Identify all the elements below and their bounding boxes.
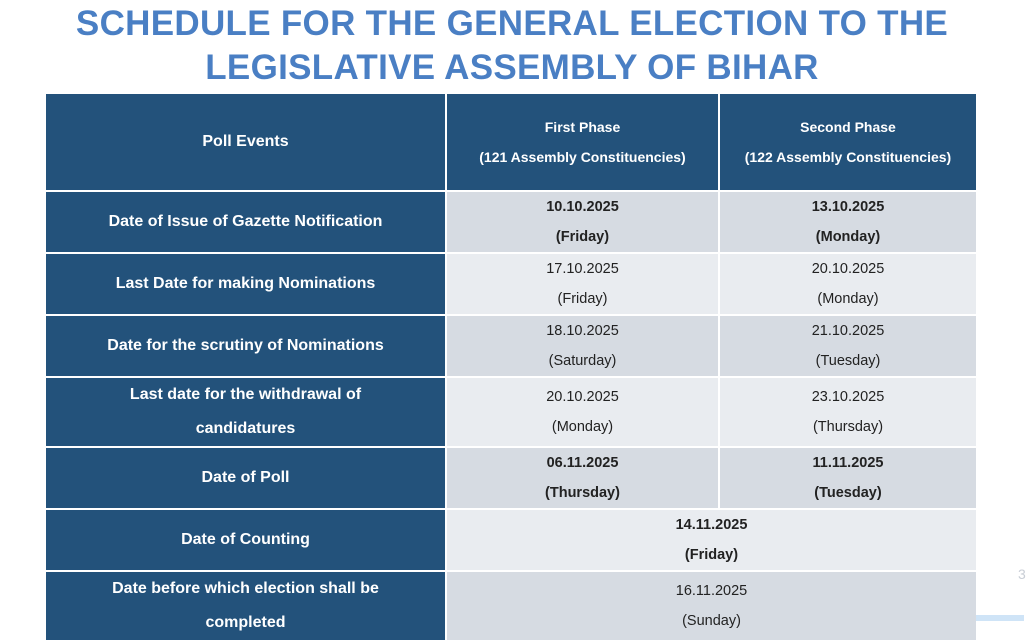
day-value: (Monday)	[817, 291, 879, 307]
first-phase-title: First Phase	[544, 119, 621, 135]
phase2-poll-cell	[719, 447, 977, 509]
table-row	[45, 447, 977, 509]
day-value: (Sunday)	[682, 613, 741, 629]
day-value: (Tuesday)	[814, 485, 882, 501]
date-value: 16.11.2025	[675, 583, 748, 599]
phase1-withdrawal-cell	[446, 377, 719, 447]
event-line-1: Last date for the withdrawal of	[129, 386, 362, 403]
table-row	[45, 315, 977, 377]
event-election-completion	[45, 571, 446, 641]
table-row	[45, 253, 977, 315]
event-gazette-notification: Date of Issue of Gazette Notification	[45, 191, 446, 253]
date-value: 13.10.2025	[811, 199, 885, 215]
title-line-2: LEGISLATIVE ASSEMBLY OF BIHAR	[205, 48, 819, 87]
date-value: 20.10.2025	[546, 389, 619, 405]
event-line-1: Date before which election shall be	[112, 580, 379, 597]
day-value: (Tuesday)	[815, 353, 881, 369]
date-value: 10.10.2025	[546, 199, 619, 215]
event-last-date-nominations: Last Date for making Nominations	[45, 253, 446, 315]
event-date-of-counting: Date of Counting	[45, 509, 446, 571]
header-second-phase	[719, 93, 977, 191]
event-line-2: completed	[205, 614, 286, 631]
date-value: 18.10.2025	[546, 323, 619, 339]
phase1-nominations-cell	[446, 253, 719, 315]
first-phase-subtitle: (121 Assembly Constituencies)	[479, 149, 686, 165]
day-value: (Saturday)	[548, 353, 617, 369]
header-poll-events: Poll Events	[45, 93, 446, 191]
date-value: 14.11.2025	[675, 517, 748, 533]
day-value: (Monday)	[815, 229, 881, 245]
table-row	[45, 191, 977, 253]
date-value: 23.10.2025	[811, 389, 885, 405]
title-line-1: SCHEDULE FOR THE GENERAL ELECTION TO THE	[75, 4, 949, 43]
table-header-row	[45, 93, 977, 191]
date-value: 17.10.2025	[546, 261, 619, 277]
phase1-gazette-cell	[446, 191, 719, 253]
date-value: 11.11.2025	[812, 455, 884, 471]
second-phase-subtitle: (122 Assembly Constituencies)	[744, 149, 952, 165]
day-value: (Friday)	[684, 547, 739, 563]
day-value: (Thursday)	[812, 419, 884, 435]
slide-edge-bar	[976, 615, 1024, 621]
day-value: (Friday)	[555, 229, 610, 245]
phase2-withdrawal-cell	[719, 377, 977, 447]
slide-edge-glyph: 3	[1018, 566, 1026, 582]
date-value: 06.11.2025	[546, 455, 619, 471]
date-value: 21.10.2025	[811, 323, 885, 339]
event-line-2: candidatures	[195, 420, 296, 437]
second-phase-title: Second Phase	[800, 119, 896, 135]
day-value: (Monday)	[551, 419, 614, 435]
table-row	[45, 509, 977, 571]
table-row	[45, 571, 977, 641]
phase2-scrutiny-cell	[719, 315, 977, 377]
phase2-nominations-cell	[719, 253, 977, 315]
table-row	[45, 377, 977, 447]
date-value: 20.10.2025	[811, 261, 885, 277]
phase2-gazette-cell	[719, 191, 977, 253]
event-date-of-poll: Date of Poll	[45, 447, 446, 509]
schedule-table	[44, 92, 978, 642]
event-scrutiny-nominations: Date for the scrutiny of Nominations	[45, 315, 446, 377]
day-value: (Thursday)	[545, 485, 620, 501]
page-title	[0, 2, 1024, 90]
event-withdrawal-candidatures	[45, 377, 446, 447]
completion-date-cell	[446, 571, 977, 641]
counting-date-cell	[446, 509, 977, 571]
phase1-scrutiny-cell	[446, 315, 719, 377]
header-first-phase	[446, 93, 719, 191]
day-value: (Friday)	[557, 291, 608, 307]
phase1-poll-cell	[446, 447, 719, 509]
